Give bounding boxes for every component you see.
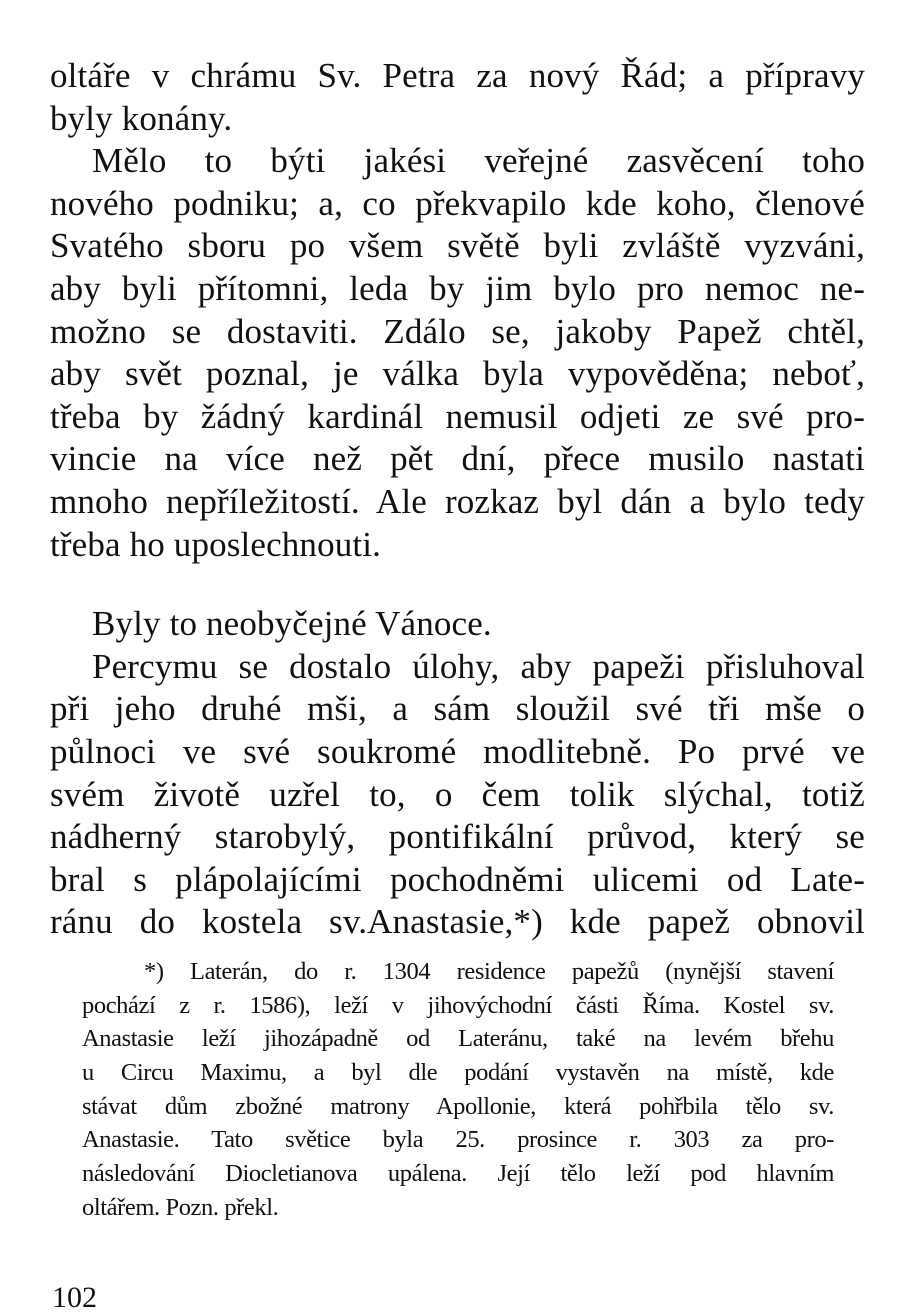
footnote-line: Anastasie. Tato světice byla 25. prosince r. 303 za pro-: [82, 1126, 834, 1154]
text-line: aby svět poznal, je válka byla vypověděna; neboť,: [50, 354, 865, 394]
text-line: Byly to neobyčejné Vánoce.: [92, 604, 492, 644]
text-line: oltáře v chrámu Sv. Petra za nový Řád; a přípravy: [50, 56, 865, 95]
text-line: vincie na více než pět dní, přece musilo nastati: [50, 439, 865, 479]
text-line: možno se dostaviti. Zdálo se, jakoby Papež chtěl,: [50, 311, 865, 351]
text-line: třeba ho uposlechnouti.: [50, 524, 382, 564]
footnote-line: pochází z r. 1586), leží v jihovýchodní části Říma. Kostel sv.: [82, 991, 834, 1019]
footnote-line: následování Diocletianova upálena. Její tělo leží pod hlavním: [82, 1160, 834, 1188]
text-line: Svatého sboru po všem světě byli zvláště vyzváni,: [50, 226, 865, 266]
text-line: nádherný starobylý, pontifikální průvod, který se: [50, 817, 865, 857]
footnote-line: *) Laterán, do r. 1304 residence papežů (nynější stavení: [144, 958, 834, 985]
footnote-line: Anastasie leží jihozápadně od Lateránu, také na levém břehu: [82, 1025, 834, 1053]
text-line: Mělo to býti jakési veřejné zasvěcení toho: [92, 141, 865, 181]
page-number: 102: [52, 1281, 97, 1314]
text-line: bral s plápolajícími pochodněmi ulicemi od Late-: [50, 859, 865, 899]
text-line: při jeho druhé mši, a sám sloužil své tři mše o: [50, 689, 865, 729]
text-line: nového podniku; a, co překvapilo kde koho, členové: [50, 183, 865, 223]
text-line: svém životě uzřel to, o čem tolik slýchal, totiž: [50, 774, 865, 814]
footnote-line: oltářem. Pozn. překl.: [82, 1193, 279, 1221]
text-line: Percymu se dostalo úlohy, aby papeži přisluhoval: [92, 646, 865, 686]
paragraph-gap: [50, 566, 865, 603]
footnote: [82, 955, 834, 1225]
text-line: aby byli přítomni, leda by jim bylo pro nemoc ne-: [50, 268, 865, 308]
text-line: ránu do kostela sv.Anastasie,*) kde papež obnovil: [50, 902, 865, 942]
text-line: byly konány.: [50, 98, 233, 138]
footnote-line: u Circu Maximu, a byl dle podání vystavěn na místě, kde: [82, 1059, 834, 1087]
text-line: mnoho nepříležitostí. Ale rozkaz byl dán a bylo tedy: [50, 481, 865, 521]
footnote-line: stávat dům zbožné matrony Apollonie, která pohřbila tělo sv.: [82, 1092, 834, 1120]
text-line: půlnoci ve své soukromé modlitebně. Po prvé ve: [50, 731, 865, 771]
body-text: [50, 55, 865, 944]
text-line: třeba by žádný kardinál nemusil odjeti ze své pro-: [50, 396, 865, 436]
